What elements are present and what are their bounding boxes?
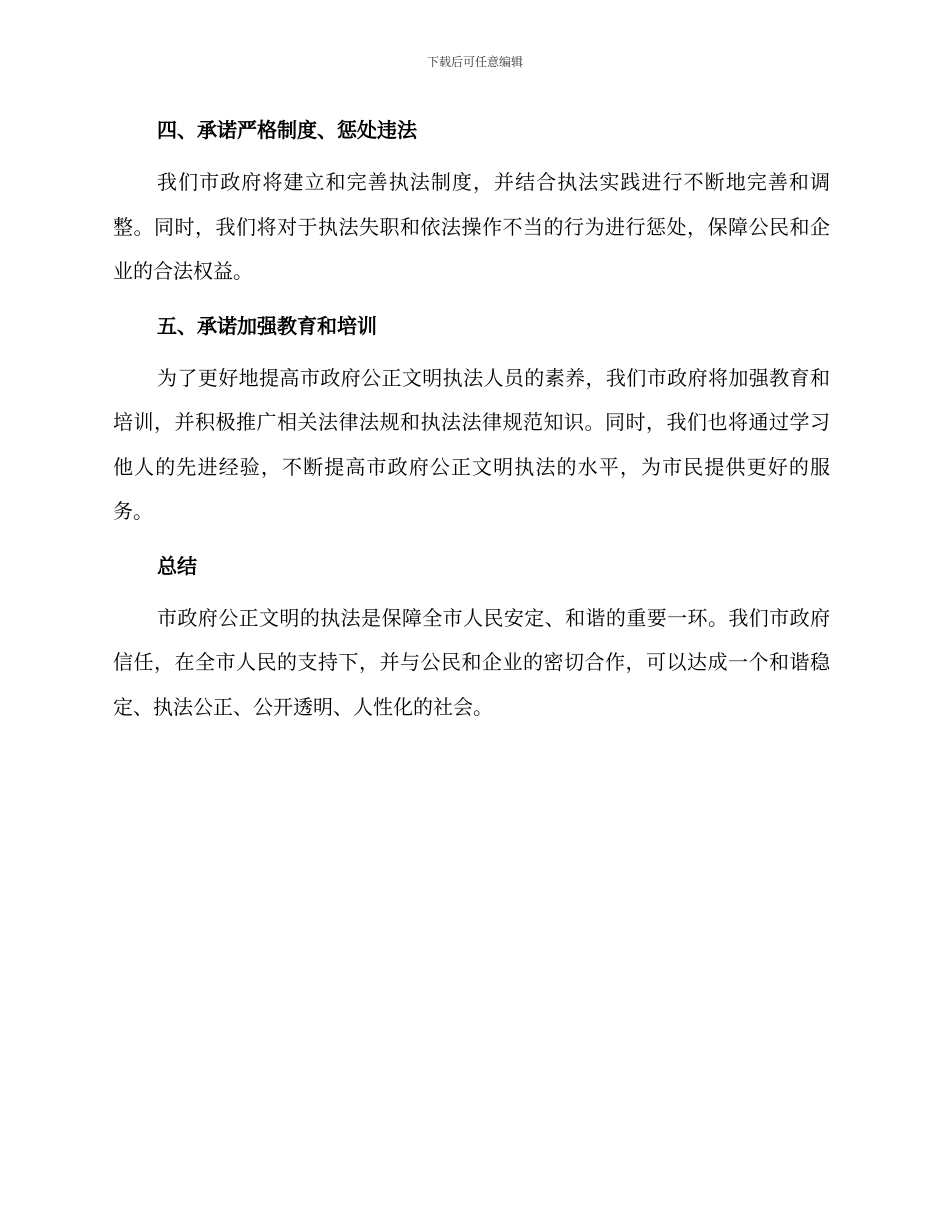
section-heading: 四、承诺严格制度、惩处违法 [157, 118, 417, 142]
section-paragraph: 市政府公正文明的执法是保障全市人民安定、和谐的重要一环。我们市政府信任，在全市人民的支持下，并与公民和企业的密切合作，可以达成一个和谐稳定、执法公正、公开透明、人性化的社会。 [113, 605, 830, 719]
page-header: 下载后可任意编辑 [426, 55, 523, 69]
section-4 [113, 108, 830, 294]
section-summary [113, 544, 830, 730]
section-paragraph: 我们市政府将建立和完善执法制度，并结合执法实践进行不断地完善和调整。同时，我们将对于执法失职和依法操作不当的行为进行惩处，保障公民和企业的合法权益。 [113, 170, 830, 283]
document-body [113, 108, 830, 739]
section-heading: 总结 [157, 553, 197, 578]
section-heading: 五、承诺加强教育和培训 [157, 313, 377, 338]
section-5 [113, 304, 830, 534]
section-paragraph: 为了更好地提高市政府公正文明执法人员的素养，我们市政府将加强教育和培训，并积极推广相关法律法规和执法法律规范知识。同时，我们也将通过学习他人的先进经验，不断提高市政府公正文明执法的水平，为市民提供更好的服务。 [113, 365, 830, 523]
